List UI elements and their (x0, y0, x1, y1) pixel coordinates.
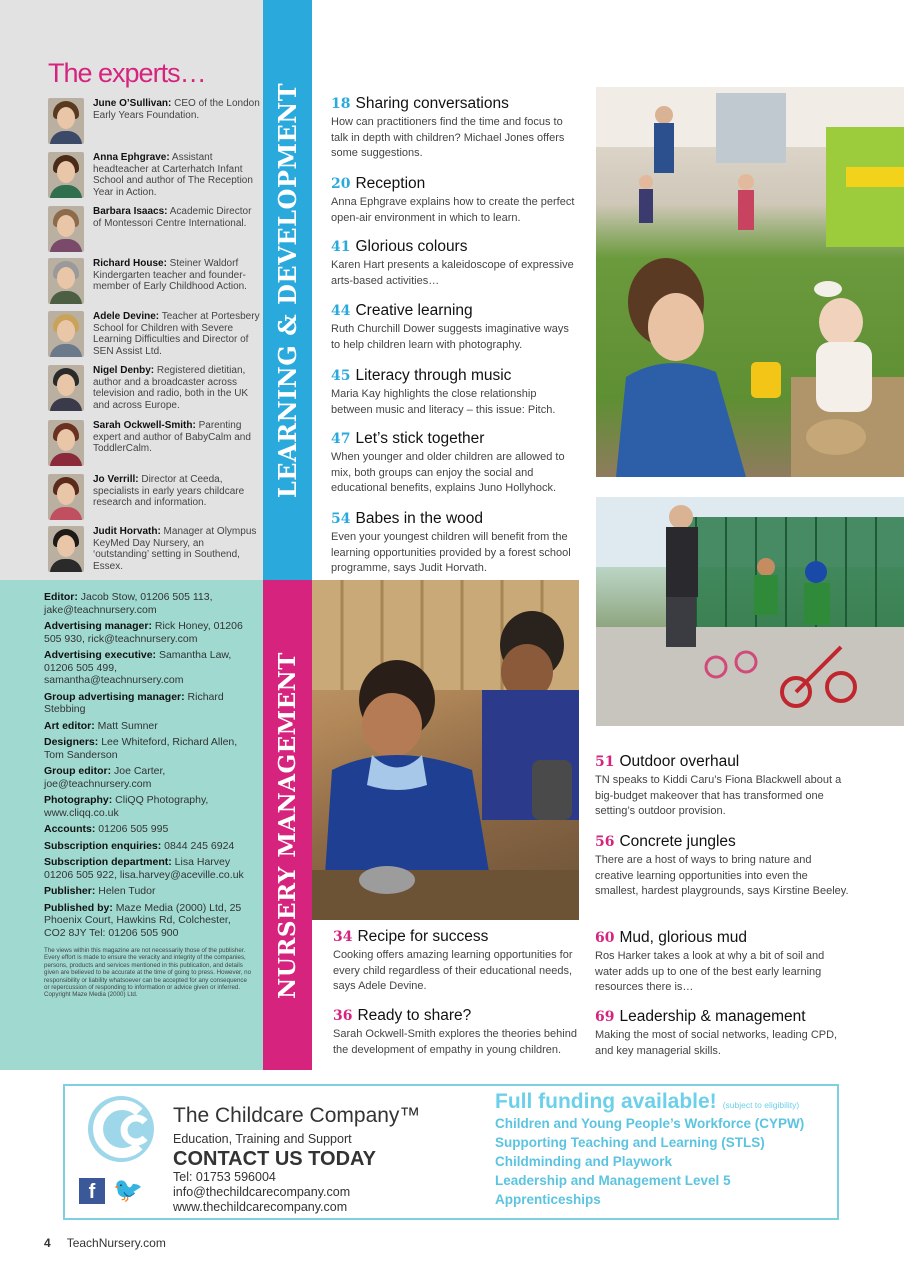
article-title[interactable]: 18 Sharing conversations (331, 95, 509, 112)
page-ref: 51 (595, 754, 615, 770)
page-ref: 54 (331, 511, 351, 527)
ad-course-item: Children and Young People’s Workforce (CYPW) (495, 1116, 805, 1131)
twitter-icon[interactable]: 🐦 (113, 1177, 143, 1204)
article-title[interactable]: 69 Leadership & management (595, 1008, 806, 1025)
ad-course-item: Leadership and Management Level 5 (495, 1173, 731, 1188)
ad-course-item: Apprenticeships (495, 1192, 601, 1207)
colophon (0, 580, 263, 1070)
article-entry[interactable] (331, 175, 581, 226)
page-ref: 44 (331, 303, 351, 319)
article-entry[interactable] (595, 1008, 850, 1059)
photo-sandpit-teacher (596, 87, 904, 477)
page-number: 4 (44, 1236, 51, 1250)
expert-bio: Nigel Denby: Registered dietitian, author and a broadcaster across television and radio, both in the UK and across Europe. (93, 365, 249, 411)
article-title[interactable]: 56 Concrete jungles (595, 833, 736, 850)
article-entry[interactable] (595, 753, 850, 820)
expert-item (48, 98, 260, 144)
page-ref: 34 (333, 929, 353, 945)
learning-development-bar (263, 0, 312, 580)
article-summary: Sarah Ockwell-Smith explores the theories behind the development of empathy in young children. (333, 1028, 577, 1056)
colophon-item: Photography: CliQQ Photography, www.cliqq.co.uk (44, 794, 209, 819)
article-entry[interactable] (331, 95, 581, 162)
colophon-item: Published by: Maze Media (2000) Ltd, 25 Phoenix Court, Hawkins Rd, Colchester, CO2 8JY Tel: 01206 505 900 (44, 901, 242, 939)
ad-course-list (495, 1114, 804, 1209)
expert-bio: June O’Sullivan: CEO of the London Early Years Foundation. (93, 98, 260, 121)
expert-item (48, 474, 260, 520)
article-entry[interactable] (331, 430, 581, 497)
article-title[interactable]: 34 Recipe for success (333, 928, 489, 945)
page-ref: 47 (331, 431, 351, 447)
page-ref: 56 (595, 834, 615, 850)
article-entry[interactable] (331, 510, 581, 577)
expert-photo (48, 365, 84, 411)
expert-item (48, 420, 260, 466)
article-summary: There are a host of ways to bring nature and creative learning opportunities into even the smallest, hardest playgrounds, says Kirstine Beeley. (595, 854, 849, 897)
page-ref: 36 (333, 1008, 353, 1024)
article-summary: Even your youngest children will benefit from the learning opportunities provided by a forest school programme, says Judit Horvath. (331, 531, 571, 574)
nursery-management-bar (263, 580, 312, 1070)
expert-bio: Adele Devine: Teacher at Portesbery School for Children with Severe Learning Difficulties and Director of SEN Assist Ltd. (93, 311, 260, 357)
colophon-item: Advertising executive: Samantha Law, 01206 505 499, samantha@teachnursery.com (44, 649, 232, 686)
expert-photo (48, 311, 84, 357)
ad-contact-heading: CONTACT US TODAY (173, 1148, 376, 1170)
expert-item (48, 365, 260, 411)
expert-photo (48, 474, 84, 520)
article-title[interactable]: 41 Glorious colours (331, 238, 468, 255)
expert-bio: Jo Verrill: Director at Ceeda, specialists in early years childcare research and information. (93, 474, 245, 508)
photo-cooking-children (312, 580, 579, 920)
photo-tricycles (596, 497, 904, 726)
ad-email[interactable]: info@thechildcarecompany.com (173, 1185, 351, 1199)
expert-item (48, 526, 260, 572)
page-footer (44, 1236, 166, 1250)
childcare-company-logo (83, 1092, 169, 1166)
page-ref: 20 (331, 176, 351, 192)
expert-photo (48, 420, 84, 466)
footer-site: TeachNursery.com (66, 1236, 166, 1250)
article-entry[interactable] (331, 367, 581, 418)
expert-photo (48, 98, 84, 144)
expert-photo (48, 152, 84, 198)
ad-course-item: Childminding and Playwork (495, 1154, 673, 1169)
ad-website[interactable]: www.thechildcarecompany.com (173, 1200, 348, 1214)
colophon-item: Group advertising manager: Richard Stebbing (44, 690, 224, 715)
ad-funding-heading: Full funding available! (subject to eligibility) (495, 1090, 800, 1113)
colophon-item: Art editor: Matt Sumner (44, 719, 158, 732)
expert-bio: Sarah Ockwell-Smith: Parenting expert and author of BabyCalm and ToddlerCalm. (93, 420, 251, 454)
article-entry[interactable] (333, 928, 578, 995)
article-title[interactable]: 51 Outdoor overhaul (595, 753, 740, 770)
page-ref: 69 (595, 1009, 615, 1025)
expert-bio: Anna Ephgrave: Assistant headteacher at Carterhatch Infant School and author of The Reception Year in Action. (93, 152, 253, 198)
colophon-item: Group editor: Joe Carter, joe@teachnursery.com (44, 765, 166, 790)
ad-course-item: Supporting Teaching and Learning (STLS) (495, 1135, 765, 1150)
article-summary: How can practitioners find the time and focus to talk in depth with children? Michael Jones offers some suggestions. (331, 116, 565, 159)
article-entry[interactable] (331, 302, 581, 353)
experts-title: The experts… (48, 58, 206, 88)
colophon-item: Subscription enquiries: 0844 245 6924 (44, 839, 235, 852)
article-title[interactable]: 45 Literacy through music (331, 367, 512, 384)
colophon-item: Accounts: 01206 505 995 (44, 823, 169, 835)
article-summary: Ros Harker takes a look at why a bit of soil and water adds up to one of the best early learning resources there is… (595, 950, 825, 993)
article-summary: TN speaks to Kiddi Caru’s Fiona Blackwell about a big-budget makeover that has transformed one setting’s outdoor provision. (595, 774, 842, 817)
colophon-item: Subscription department: Lisa Harvey 01206 505 922, lisa.harvey@aceville.co.uk (44, 856, 244, 881)
ad-funding-note: (subject to eligibility) (722, 1100, 800, 1110)
article-entry[interactable] (595, 833, 850, 900)
childcare-company-ad[interactable] (63, 1084, 839, 1220)
expert-item (48, 311, 260, 357)
colophon-item: Designers: Lee Whiteford, Richard Allen, Tom Sanderson (44, 736, 238, 761)
article-summary: Anna Ephgrave explains how to create the perfect open-air environment in which to learn. (331, 196, 575, 224)
colophon-item: Editor: Jacob Stow, 01206 505 113, jake@teachnursery.com (44, 591, 213, 616)
expert-photo (48, 206, 84, 252)
colophon-items (44, 591, 253, 939)
article-title[interactable]: 47 Let’s stick together (331, 430, 485, 447)
article-summary: When younger and older children are allowed to mix, both groups can enjoy the social and educational benefits, explains Juno Hollyhock. (331, 451, 565, 494)
page-ref: 45 (331, 368, 351, 384)
expert-item (48, 258, 260, 304)
article-entry[interactable] (333, 1007, 578, 1058)
article-title[interactable]: 60 Mud, glorious mud (595, 929, 747, 946)
expert-item (48, 152, 260, 198)
article-summary: Cooking offers amazing learning opportunities for every child regardless of their educational needs, says Adele Devine. (333, 949, 573, 992)
expert-bio: Judit Horvath: Manager at Olympus KeyMed Day Nursery, an ‘outstanding’ setting in Southend, Essex. (93, 526, 257, 572)
article-title[interactable]: 36 Ready to share? (333, 1007, 472, 1024)
article-summary: Ruth Churchill Dower suggests imaginative ways to help children learn with photography. (331, 323, 569, 351)
article-summary: Karen Hart presents a kaleidoscope of expressive arts-based activities… (331, 259, 574, 287)
page-ref: 60 (595, 930, 615, 946)
page-ref: 41 (331, 239, 351, 255)
learning-development-label: LEARNING & DEVELOPMENT (273, 82, 302, 498)
expert-bio: Barbara Isaacs: Academic Director of Montessori Centre International. (93, 206, 252, 229)
colophon-item: Publisher: Helen Tudor (44, 885, 156, 897)
disclaimer: The views within this magazine are not necessarily those of the publisher. Every effort is made to ensure the veracity and integrity of the companies, persons, products and services mentioned in this publication, and details given are believed to be accurate at the time of going to press. However, no responsibility or liability whatsoever can be accepted for any consequence or repercussion of responding to information or advice given or inferred. Copyright Maze Media (2000) Ltd. (44, 947, 252, 999)
expert-photo (48, 526, 84, 572)
article-title[interactable]: 54 Babes in the wood (331, 510, 484, 527)
article-title[interactable]: 44 Creative learning (331, 302, 473, 319)
colophon-item: Advertising manager: Rick Honey, 01206 505 930, rick@teachnursery.com (44, 620, 243, 645)
article-title[interactable]: 20 Reception (331, 175, 426, 192)
ad-tel: Tel: 01753 596004 (173, 1170, 276, 1184)
page-ref: 18 (331, 96, 351, 112)
article-entry[interactable] (595, 929, 850, 996)
ad-courses (495, 1090, 804, 1209)
article-summary: Maria Kay highlights the close relationship between music and literacy – this issue: Pitch. (331, 388, 556, 416)
article-summary: Making the most of social networks, leading CPD, and key managerial skills. (595, 1029, 838, 1057)
expert-photo (48, 258, 84, 304)
ad-tagline: Education, Training and Support (173, 1132, 352, 1146)
facebook-icon[interactable]: f (79, 1178, 105, 1204)
nursery-management-label: NURSERY MANAGEMENT (274, 651, 301, 999)
ad-company-name: The Childcare Company™ (173, 1104, 421, 1127)
expert-item (48, 206, 260, 252)
article-entry[interactable] (331, 238, 581, 289)
expert-bio: Richard House: Steiner Waldorf Kindergarten teacher and founder-member of Early Childhood Action. (93, 258, 247, 292)
